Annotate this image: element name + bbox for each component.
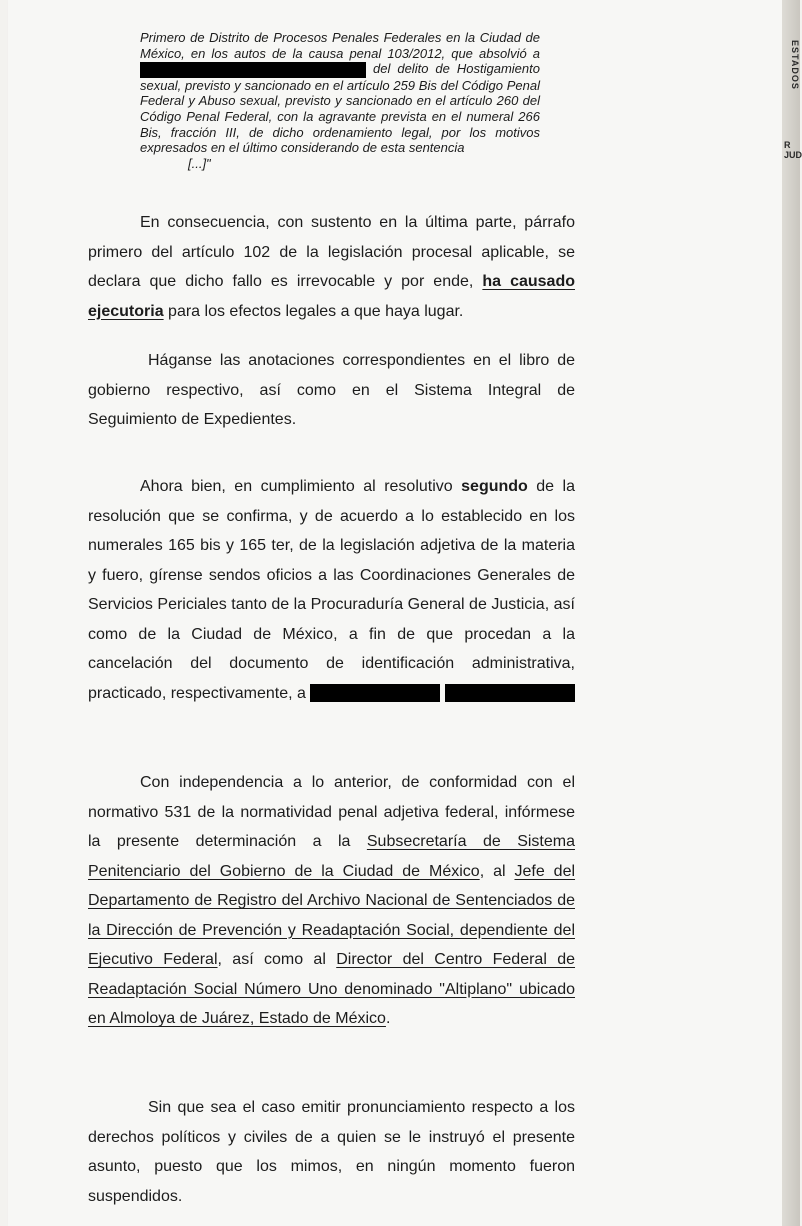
quote-ellipsis: [...]"	[188, 155, 211, 171]
redaction-bar	[445, 684, 575, 702]
paragraph-informes	[88, 768, 575, 1034]
para3-lead: Ahora bien, en cumplimiento al resolutivo	[140, 478, 453, 495]
paragraph-anotaciones	[88, 346, 575, 435]
para3-bold-word: segundo	[461, 478, 528, 495]
quoted-resolution	[140, 30, 540, 171]
para3-text: de la resolución que se confirma, y de acuerdo a lo establecido en los numerales 165 bis y 165 ter, de la legislación adjetiva de la materia y fuero, gírense sendos oficios a las Coordinaciones Generales de Servicios Periciales tanto de la Procuraduría General de Justicia, así como de la Ciudad de México, a fin de que procedan a la cancelación del documento de identificación administrativa, practicado, respectivamente, a	[88, 478, 575, 702]
para4-sep2: , así como al	[217, 951, 326, 968]
paragraph-ejecutoria	[88, 208, 575, 326]
edge-mark: R JUD	[784, 140, 802, 160]
quote-text-after: del delito de Hostigamiento sexual, previsto y sancionado en el artículo 259 Bis del Código Penal Federal y Abuso sexual, previsto y sancionado en el artículo 260 del Código Penal Federal, con la agravante prevista en el numeral 266 Bis, fracción III, de dicho ordenamiento legal, por los motivos expresados en el último considerando de esta sentencia	[140, 61, 540, 156]
para4-entity-director-altiplano: Director del Centro Federal de Readaptación Social Número Uno denominado "Altiplano" ubicado en Almoloya de Juárez, Estado de México	[88, 951, 576, 1027]
para1-ending: para los efectos legales a que haya lugar.	[168, 302, 464, 320]
para1-emphasis: ha causado ejecutoria	[88, 273, 575, 320]
edge-stamp: ESTADOS	[790, 40, 800, 90]
para4-entity-subsecretaria: Subsecretaría de Sistema Penitenciario del Gobierno de la Ciudad de México	[88, 833, 575, 880]
redaction-bar	[140, 62, 366, 78]
redaction-bar	[310, 684, 440, 702]
para4-end: .	[385, 1010, 391, 1027]
para5-text: Sin que sea el caso emitir pronunciamiento respecto a los derechos políticos y civiles de a quien se le instruyó el presente asunto, puesto que los mimos, en ningún momento fueron suspendidos.	[88, 1099, 575, 1205]
adjacent-page-edge	[782, 0, 800, 1226]
paragraph-derechos	[88, 1093, 575, 1211]
quote-paragraph	[140, 30, 540, 156]
para4-entity-jefe-registro: Jefe del Departamento de Registro del Archivo Nacional de Sentenciados de la Dirección de Prevención y Readaptación Social, dependiente del Ejecutivo Federal	[88, 862, 576, 968]
para2-text: Háganse las anotaciones correspondientes en el libro de gobierno respectivo, así como en el Sistema Integral de Seguimiento de Expedientes.	[88, 352, 575, 428]
para1-text: En consecuencia, con sustento en la última parte, párrafo primero del artículo 102 de la legislación procesal aplicable, se declara que dicho fallo es irrevocable y por ende,	[88, 214, 575, 290]
para4-sep1: , al	[479, 862, 506, 880]
para4-lead: Con independencia a lo anterior, de conformidad con el normativo 531 de la normatividad penal adjetiva federal, infórmese la presente determinación a la	[88, 774, 575, 850]
paragraph-oficios	[88, 472, 575, 708]
quote-text-before: Primero de Distrito de Procesos Penales Federales en la Ciudad de México, en los autos de la causa penal 103/2012, que absolvió a	[140, 30, 540, 61]
